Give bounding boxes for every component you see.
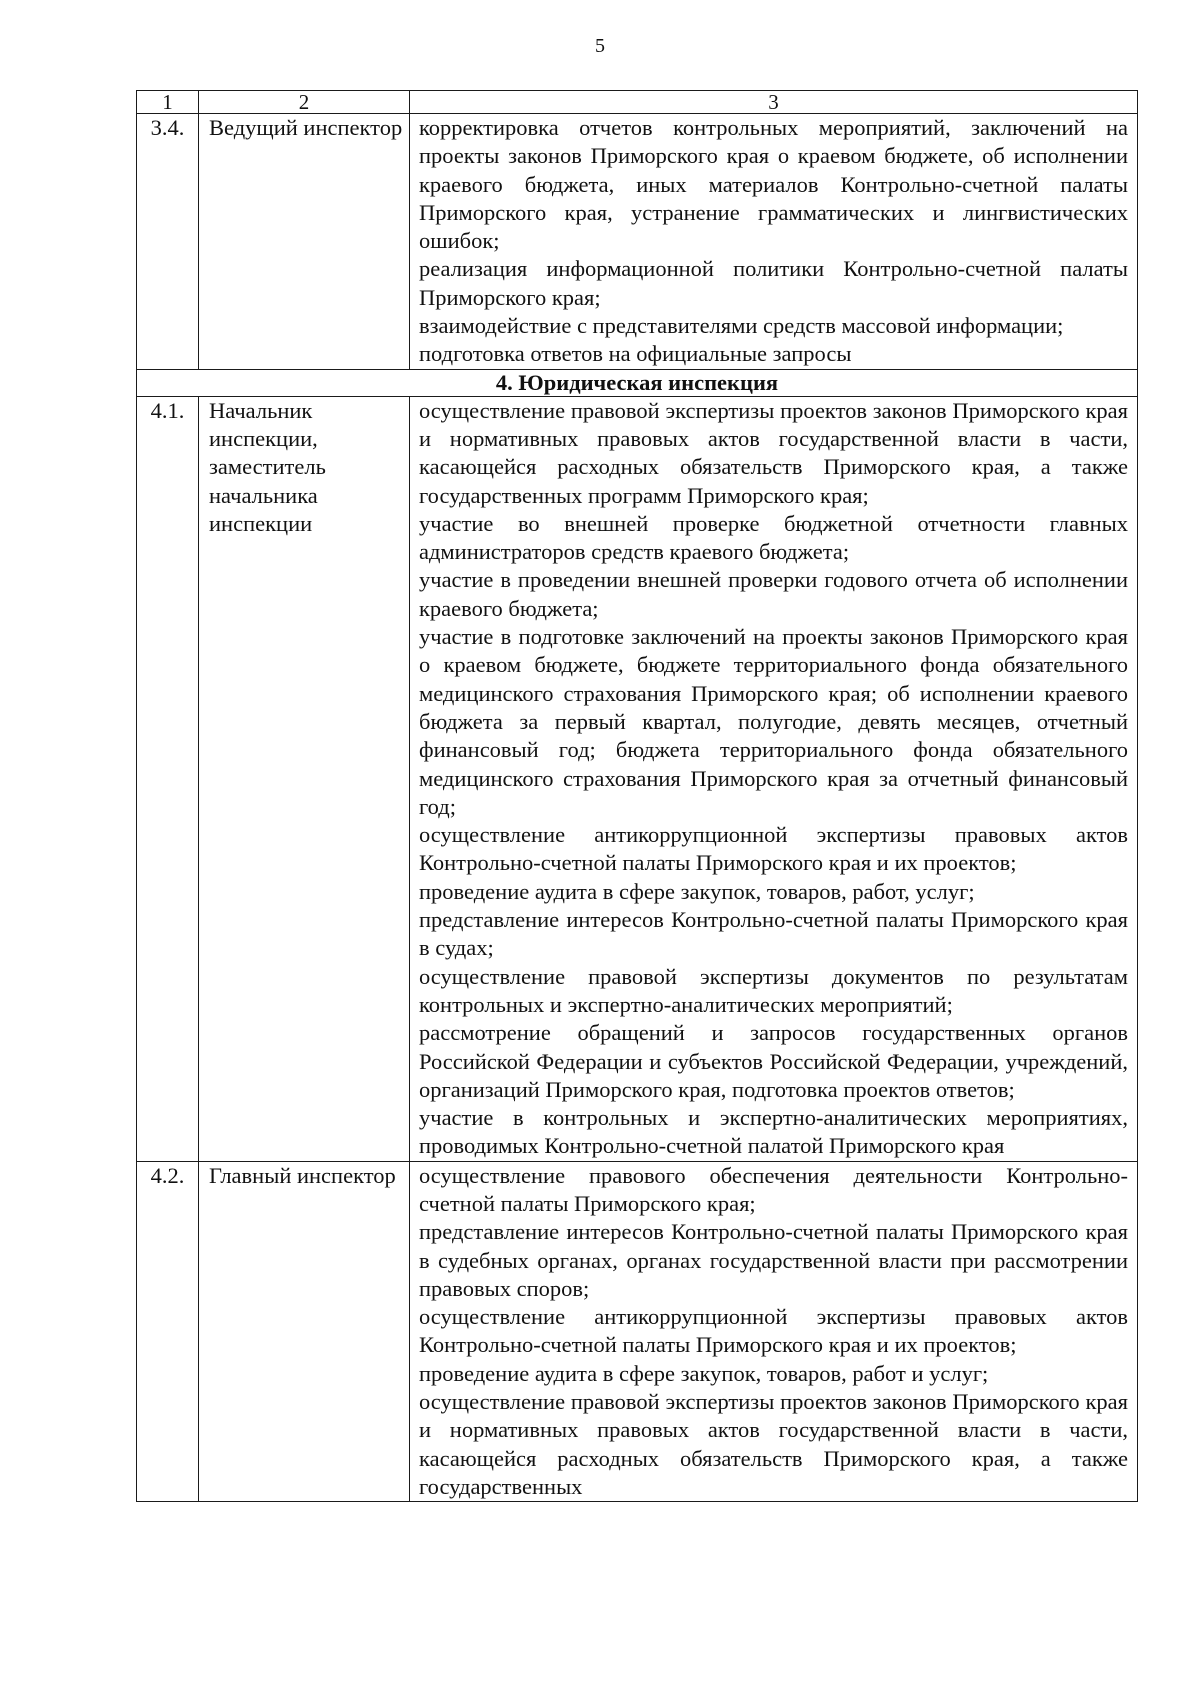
duty-item: реализация информационной политики Контрольно-счетной палаты Приморского края;: [419, 256, 1128, 310]
row-number: 4.1.: [137, 396, 199, 1161]
table-row-4-1: [137, 396, 1138, 1161]
section-row: [137, 369, 1138, 396]
position-title: Ведущий инспектор: [199, 114, 410, 370]
duty-item: корректировка отчетов контрольных мероприятий, заключений на проекты законов Приморского края о краевом бюджете, об исполнении краевого бюджета, иных материалов Контрольно-счетной палаты Приморского края, устранение грамматических и лингвистических ошибок;: [419, 115, 1128, 254]
duty-item: проведение аудита в сфере закупок, товаров, работ, услуг;: [419, 878, 975, 904]
row-number: 4.2.: [137, 1161, 199, 1502]
duty-item: участие в проведении внешней проверки годового отчета об исполнении краевого бюджета;: [419, 567, 1128, 621]
duties-cell: [410, 1161, 1138, 1502]
section-title: 4. Юридическая инспекция: [137, 369, 1138, 396]
duty-item: участие в подготовке заключений на проекты законов Приморского края о краевом бюджете, бюджете территориального фонда обязательного медицинского страхования Приморского края; об исполнении краевого бюджета за первый квартал, полугодие, девять месяцев, отчетный финансовый год; бюджета территориального фонда обязательного медицинского страхования Приморского края за отчетный финансовый год;: [419, 624, 1128, 819]
duty-item: представление интересов Контрольно-счетной палаты Приморского края в судах;: [419, 907, 1128, 961]
table-row-4-2: [137, 1161, 1138, 1502]
duty-item: осуществление правовой экспертизы документов по результатам контрольных и экспертно-аналитических мероприятий;: [419, 963, 1128, 1017]
header-col-1: 1: [137, 91, 199, 114]
table-header-row: [137, 91, 1138, 114]
duty-item: осуществление правовой экспертизы проектов законов Приморского края и нормативных правовых актов государственной власти в части, касающейся расходных обязательств Приморского края, а также государственных программ Приморского края;: [419, 397, 1128, 508]
table-row-3-4: [137, 114, 1138, 370]
duty-item: участие во внешней проверке бюджетной отчетности главных администраторов средств краевого бюджета;: [419, 510, 1128, 565]
duty-item: рассмотрение обращений и запросов государственных органов Российской Федерации и субъектов Российской Федерации, учреждений, организаций Приморского края, подготовка проектов ответов;: [419, 1020, 1128, 1102]
duty-item: взаимодействие с представителями средств массовой информации;: [419, 313, 1064, 339]
duty-item: осуществление правовой экспертизы проектов законов Приморского края и нормативных правовых актов государственной власти в части, касающейся расходных обязательств Приморского края, а также государственных: [419, 1389, 1128, 1499]
duty-item: подготовка ответов на официальные запросы: [419, 341, 852, 367]
row-number: 3.4.: [137, 114, 199, 370]
page-number: 5: [595, 35, 605, 57]
header-col-2: 2: [199, 91, 410, 114]
duty-item: осуществление антикоррупционной экспертизы правовых актов Контрольно-счетной палаты Приморского края и их проектов;: [419, 822, 1128, 876]
position-title: Начальник инспекции, заместитель начальника инспекции: [199, 396, 410, 1161]
duties-cell: [410, 396, 1138, 1161]
duty-item: участие в контрольных и экспертно-аналитических мероприятиях, проводимых Контрольно-счетной палатой Приморского края: [419, 1105, 1128, 1159]
position-title: Главный инспектор: [199, 1161, 410, 1502]
duties-cell: [410, 114, 1138, 370]
header-col-3: 3: [410, 91, 1138, 114]
duty-item: осуществление правового обеспечения деятельности Контрольно-счетной палаты Приморского края;: [419, 1162, 1128, 1216]
duty-item: осуществление антикоррупционной экспертизы правовых актов Контрольно-счетной палаты Приморского края и их проектов;: [419, 1304, 1128, 1358]
duty-item: проведение аудита в сфере закупок, товаров, работ и услуг;: [419, 1360, 989, 1386]
duty-item: представление интересов Контрольно-счетной палаты Приморского края в судебных органах, органах государственной власти при рассмотрении правовых споров;: [419, 1219, 1128, 1301]
duties-table: [136, 90, 1138, 1502]
